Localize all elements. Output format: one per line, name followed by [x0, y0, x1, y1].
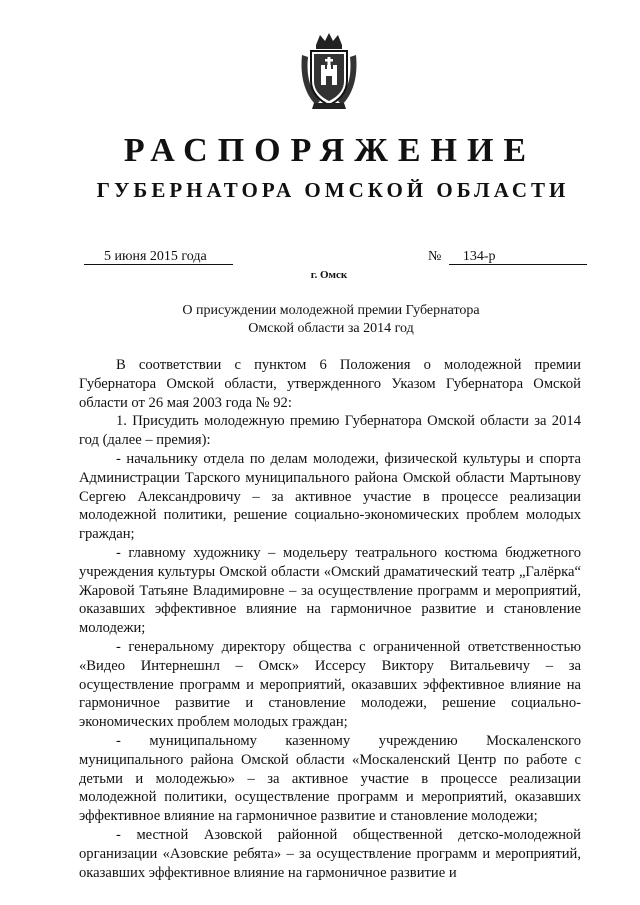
body-paragraph-preamble: В соответствии с пунктом 6 Положения о молодежной премии Губернатора Омской области, утвержденного Указом Губернатора Омской области от 26 мая 2003 года № 92:: [79, 357, 581, 411]
document-title: РАСПОРЯЖЕНИЕ: [123, 132, 537, 169]
coat-of-arms-emblem: [296, 31, 362, 113]
body-paragraph-awardee-4: - муниципальному казенному учреждению Москаленского муниципального района Омской области «Москаленский Центр по работе с детьми и молодежью» – за активное участие в процессе реализации молодежной политики, осуществление программ и мероприятий, оказавших эффективное влияние на гармоничное развитие и становление молодежи;: [79, 732, 581, 825]
subject-line-1: О присуждении молодежной премии Губернатора: [182, 303, 480, 318]
document-number-field: [428, 248, 587, 266]
document-date: 5 июня 2015 года: [84, 249, 233, 265]
document-body: [79, 356, 581, 882]
document-subject: [0, 302, 640, 338]
document-number: 134-р: [449, 249, 587, 265]
document-city: г. Омск: [310, 269, 348, 281]
body-paragraph-awardee-5: - местной Азовской районной общественной детско-молодежной организации «Азовские ребята» – за осуществление программ и мероприятий, оказавших эффективное влияние на гармоничное развитие и: [79, 826, 581, 881]
document-date-field: [84, 248, 233, 266]
subject-line-2: Омской области за 2014 год: [248, 321, 414, 336]
body-paragraph-item-1: 1. Присудить молодежную премию Губернатора Омской области за 2014 год (далее – премия):: [79, 413, 581, 449]
body-paragraph-awardee-2: - главному художнику – модельеру театрального костюма бюджетного учреждения культуры Омской области «Омский драматический театр „Галёрка“ Жаровой Татьяне Владимировне – за осуществление программ и мероприятий, оказавших эффективное влияние на гармоничное развитие и становление молодежи;: [79, 544, 581, 637]
body-paragraph-awardee-3: - генеральному директору общества с ограниченной ответственностью «Видео Интернешнл – Омск» Иссерсу Виктору Витальевичу – за осуществление программ и мероприятий, оказавших эффективное влияние на гармоничное развитие и становление молодежи, решение социально-экономических проблем молодых граждан;: [79, 638, 581, 731]
number-label: №: [428, 249, 442, 264]
body-paragraph-awardee-1: - начальнику отдела по делам молодежи, физической культуры и спорта Администрации Тарского муниципального района Омской области Мартынову Сергею Александровичу – за активное участие в процессе реализации молодежной политики, решение социально-экономических проблем молодых граждан;: [79, 450, 581, 543]
document-issuer: ГУБЕРНАТОРА ОМСКОЙ ОБЛАСТИ: [96, 178, 570, 202]
